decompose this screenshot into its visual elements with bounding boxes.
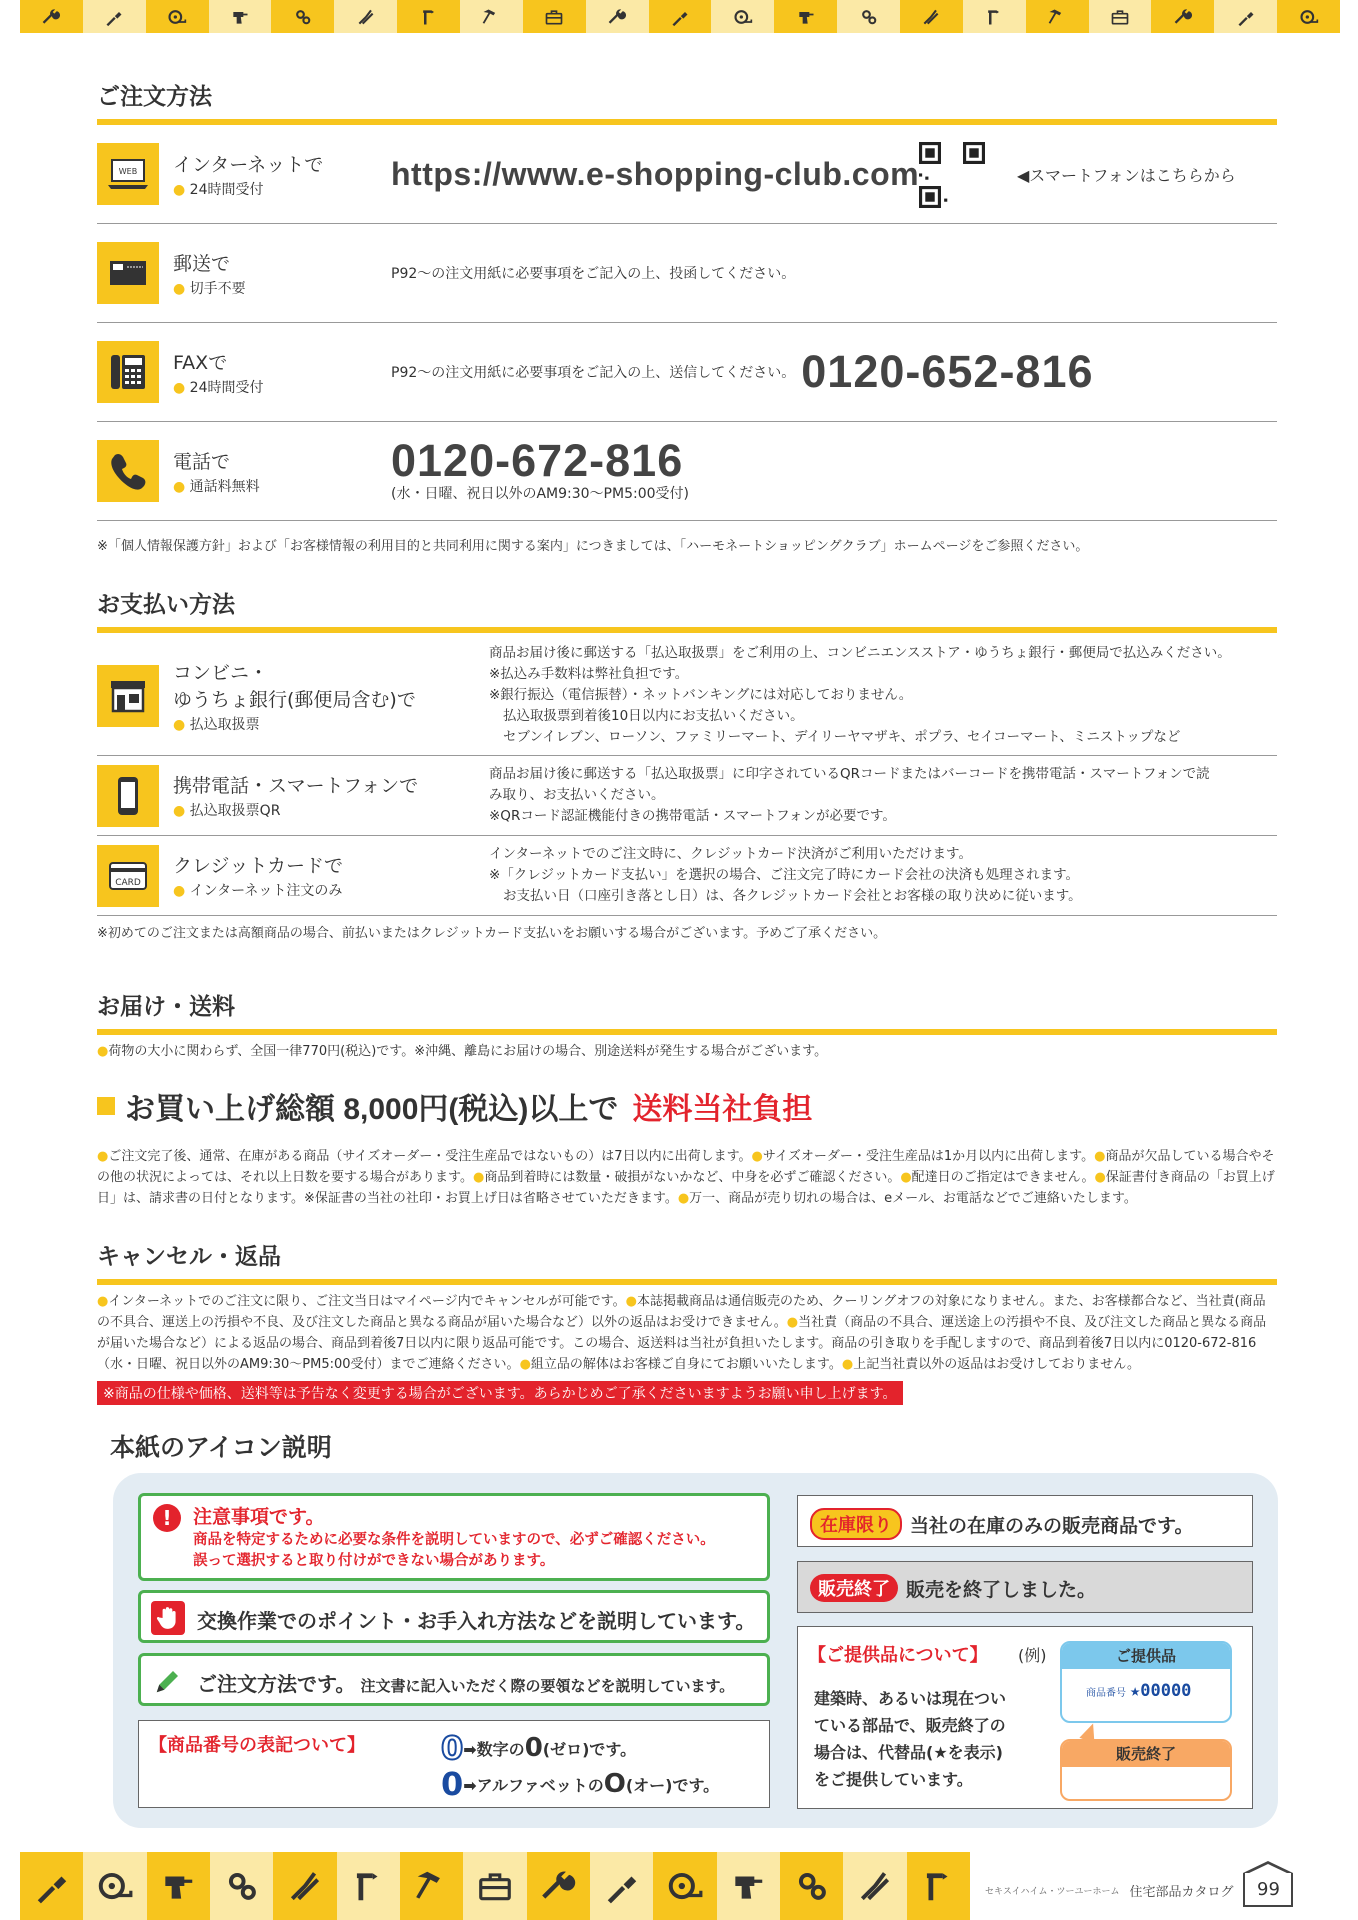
internet-label: インターネットで	[173, 153, 324, 176]
fax-sub: 24時間受付	[189, 379, 264, 396]
stock-limited-pill: 在庫限り	[810, 1508, 902, 1540]
strip-cell	[273, 1852, 336, 1920]
strip-cell	[780, 1852, 843, 1920]
gears-icon	[293, 7, 313, 27]
cancel-title: キャンセル・返品	[97, 1238, 1277, 1285]
discontinued-card	[1060, 1739, 1232, 1801]
payment-title: お支払い方法	[97, 586, 1277, 633]
strip-cell	[717, 1852, 780, 1920]
screwdriver-icon	[33, 1867, 71, 1905]
hex-key-icon	[419, 7, 439, 27]
zero-alpha-glyph: 0	[441, 1765, 464, 1803]
zero-digit-end: (ゼロ)です。	[542, 1739, 637, 1759]
delivery-detail: 万一、商品が売り切れの場合は、eメール、お電話などでご連絡いたします。	[689, 1191, 1137, 1206]
hand-icon	[151, 1601, 185, 1635]
card-line: お支払い日（口座引き落とし日）は、各クレジットカード会社とお客様の取り決めに従います。	[503, 888, 1082, 904]
card-line: ※「クレジットカード支払い」を選択の場合、ご注文完了時にカード会社の決済も処理されます。	[489, 867, 1079, 883]
convenience-sub: 払込取扱票	[189, 716, 260, 733]
gears-icon	[859, 7, 879, 27]
strip-cell	[83, 0, 146, 33]
footer	[985, 1870, 1340, 1910]
fax-icon	[97, 341, 159, 403]
strip-cell	[907, 1852, 970, 1920]
pliers-icon	[856, 1867, 894, 1905]
payment-convenience-row: コンビニ・ ゆうちょ銀行(郵便局含む)で ● 払込取扱票 商品お届け後に郵送する「払込取扱票」をご利用の上、コンビニエンスストア・ゆうちょ銀行・郵便局で払込みください。 ※払込み手数料は弊社負担です。 ※銀行振込（電信振替）・ネットバンキングには対応しておりません。 払込取扱票到着後10日以内にお支払いください。 セブンイレブン、ローソン、ファミリーマート、デイリーヤマザキ、ポプラ、セイコーマート、ミニストップなど	[97, 633, 1277, 756]
mobile-sub: 払込取扱票QR	[189, 803, 281, 819]
hammer-icon	[481, 7, 501, 27]
strip-cell	[774, 0, 837, 33]
strip-cell	[20, 0, 83, 33]
fax-label: FAXで	[173, 351, 228, 374]
strip-cell	[460, 0, 523, 33]
strip-cell	[1214, 0, 1277, 33]
substitute-text: 場合は、代替品(★を表示)	[814, 1743, 1003, 1762]
toolbox-icon	[1110, 7, 1130, 27]
zero-digit-big: 0	[524, 1733, 543, 1763]
tape-measure-icon	[96, 1867, 134, 1905]
strip-cell	[1026, 0, 1089, 33]
envelope-icon	[97, 242, 159, 304]
tape-measure-icon	[733, 7, 753, 27]
mail-text: P92～の注文用紙に必要事項をご記入の上、投函してください。	[391, 266, 796, 282]
strip-cell	[1151, 0, 1214, 33]
payment-mobile-row: 携帯電話・スマートフォンで ● 払込取扱票QR 商品お届け後に郵送する「払込取扱票」に印字されているQRコードまたはバーコードを携帯電話・スマートフォンで読 み取り、お支払いください。 ※QRコード認証機能付きの携帯電話・スマートフォンが必要です。	[97, 756, 1277, 836]
legend-panel	[113, 1473, 1278, 1828]
cancel-section: キャンセル・返品 ●インターネットでのご注文に限り、ご注文当日はマイページ内でキャンセルが可能です。●本誌掲載商品は通信販売のため、クーリングオフの対象になりません。また、お客様都合など、当社責(商品の不具合、運送上の汚損や不良、及び注文した商品と異なる商品が届いた場合など）以外の返品はお受けできません。●当社責（商品の不具合、運送途上の汚損や不良、及び注文した商品と異なる商品が届いた場合など）による返品の場合、商品到着後7日以内に限り返品可能です。この場合、返送料は当社が負担いたします。商品の引き取りを手配しますので、商品到着後7日以内に0120-672-816（水・日曜、祝日以外のAM9:30～PM5:00受付）までご連絡ください。●組立品の解体はお客様ご自身にてお願いいたします。●上記当社責以外の返品はお受けしておりません。 ※商品の仕様や価格、送料等は予告なく変更する場合がございます。あらかじめご了承くださいますようお願い申し上げます。	[97, 1238, 1277, 1405]
fax-number[interactable]: 0120-652-816	[801, 346, 1094, 397]
drill-icon	[159, 1867, 197, 1905]
strip-cell	[400, 1852, 463, 1920]
substitute-title: 【ご提供品について】	[808, 1645, 988, 1666]
footer-brand: セキスイハイム・ツーユーホーム	[985, 1886, 1120, 1897]
shop-url-link[interactable]: https://www.e-shopping-club.com	[391, 155, 920, 192]
order-internet-row: WEB インターネットで ● 24時間受付 https://www.e-shopping-club.com ◀スマートフォンはこちらから	[97, 125, 1277, 224]
strip-cell	[900, 0, 963, 33]
pliers-icon	[356, 7, 376, 27]
strip-cell	[527, 1852, 590, 1920]
toolbox-icon	[476, 1867, 514, 1905]
zero-digit-glyph: 0	[441, 1729, 464, 1767]
discontinued-pill: 販売終了	[810, 1574, 898, 1602]
strip-cell	[334, 0, 397, 33]
order-method-sub: 注文書に記入いただく際の要領などを説明しています。	[360, 1677, 735, 1695]
convenience-line: ※払込み手数料は弊社負担です。	[489, 666, 689, 682]
pliers-icon	[921, 7, 941, 27]
hex-key-icon	[349, 1867, 387, 1905]
mobile-line: み取り、お支払いください。	[489, 787, 665, 803]
free-shipping-main: お買い上げ総額 8,000円(税込)以上で	[125, 1093, 619, 1126]
free-shipping-banner	[97, 1084, 1277, 1128]
hex-key-icon	[919, 1867, 957, 1905]
hammer-icon	[413, 1867, 451, 1905]
convenience-line: セブンイレブン、ローソン、ファミリーマート、デイリーヤマザキ、ポプラ、セイコーマート、ミニストップなど	[503, 729, 1181, 745]
strip-cell	[843, 1852, 906, 1920]
strip-cell	[1089, 0, 1152, 33]
order-title: ご注文方法	[97, 78, 1277, 125]
product-number-title: 【商品番号の表記ついて】	[149, 1735, 365, 1756]
fax-text: P92～の注文用紙に必要事項をご記入の上、送信してください。	[391, 365, 796, 381]
convenience-line: 商品お届け後に郵送する「払込取扱票」をご利用の上、コンビニエンスストア・ゆうちょ銀行・郵便局で払込みください。	[489, 645, 1231, 661]
card-label: クレジットカードで	[173, 855, 343, 877]
free-shipping-red: 送料当社負担	[632, 1093, 813, 1126]
mobile-line: 商品お届け後に郵送する「払込取扱票」に印字されているQRコードまたはバーコードを携帯電話・スマートフォンで読	[489, 766, 1210, 782]
smartphone-note: ◀スマートフォンはこちらから	[1017, 166, 1236, 185]
card-icon-label: CARD	[115, 877, 141, 888]
mobile-line: ※QRコード認証機能付きの携帯電話・スマートフォンが必要です。	[489, 808, 896, 824]
card-sub: インターネット注文のみ	[189, 883, 343, 899]
zero-digit-text: ➡数字の	[463, 1739, 525, 1759]
legend-title: 本紙のアイコン説明	[110, 1434, 332, 1462]
payment-note: ※初めてのご注文または高額商品の場合、前払いまたはクレジットカード支払いをお願いする場合がございます。予めご了承ください。	[97, 926, 887, 941]
cancel-detail: 本誌掲載商品は通信販売のため、クーリングオフの対象になりません。また、お客様都合など、当社責(商品の不具合、運送上の汚損や不良、及び注文した商品と異なる商品が届いた場合など）以外の返品はお受けできません。	[97, 1294, 1266, 1330]
wrench-icon	[41, 7, 61, 27]
caution-box	[138, 1493, 770, 1581]
provided-item-card	[1060, 1641, 1232, 1723]
strip-cell	[590, 1852, 653, 1920]
zero-digit-line	[441, 1729, 636, 1767]
strip-cell	[523, 0, 586, 33]
tips-box	[138, 1590, 770, 1643]
web-label: WEB	[118, 167, 138, 176]
phone-hours: (水・日曜、祝日以外のAM9:30～PM5:00受付)	[391, 486, 689, 502]
footer-catalog: 住宅部品カタログ	[1129, 1884, 1234, 1900]
substitute-text: ている部品で、販売終了の	[814, 1716, 1006, 1735]
strip-cell	[271, 0, 334, 33]
strip-cell	[210, 1852, 273, 1920]
convenience-line: ※銀行振込（電信振替）・ネットバンキングには対応しておりません。	[489, 687, 913, 703]
substitute-example: (例)	[1018, 1646, 1047, 1665]
credit-card-icon	[97, 845, 159, 907]
order-method-box	[138, 1653, 770, 1706]
zero-alpha-text: ➡アルファベットの	[463, 1775, 604, 1795]
tips-text: 交換作業でのポイント・お手入れ方法などを説明しています。	[197, 1611, 756, 1633]
convenience-label-2: ゆうちょ銀行(郵便局含む)で	[173, 688, 416, 711]
payment-card-row: CARD クレジットカードで ● インターネット注文のみ インターネットでのご注文時に、クレジットカード決済がご利用いただけます。 ※「クレジットカード支払い」を選択の場合、ご注文完了時にカード会社の決済も処理されます。 お支払い日（口座引き落とし日）は、各クレジットカード会社とお客様の取り決めに従います。	[97, 836, 1277, 916]
gears-icon	[223, 1867, 261, 1905]
discontinued-text: 販売を終了しました。	[906, 1578, 1097, 1601]
strip-cell	[146, 0, 209, 33]
cancel-detail: 上記当社責以外の返品はお受けしておりません。	[853, 1357, 1140, 1372]
tape-measure-icon	[1299, 7, 1319, 27]
delivery-detail: 配達日のご指定はできません。	[911, 1170, 1095, 1185]
top-tool-strip	[20, 0, 1340, 33]
qr-code-icon[interactable]	[919, 142, 985, 208]
substitute-box	[797, 1626, 1253, 1809]
screwdriver-icon	[670, 7, 690, 27]
provided-item-number: ★00000	[1130, 1681, 1192, 1701]
payment-section	[97, 586, 1277, 941]
pencil-icon	[151, 1664, 185, 1698]
strip-cell	[397, 0, 460, 33]
tape-measure-icon	[167, 7, 187, 27]
page-number: 99	[1243, 1873, 1293, 1907]
order-method-text: ご注文方法です。	[197, 1674, 356, 1696]
privacy-note: ※「個人情報保護方針」および「お客様情報の利用目的と共同利用に関する案内」につきましては、「ハーモネートショッピングクラブ」ホームページをご参照ください。	[97, 539, 1089, 554]
delivery-detail: サイズオーダー・受注生産品は1か月以内に出荷します。	[762, 1149, 1095, 1164]
toolbox-icon	[544, 7, 564, 27]
mail-label: 郵送で	[173, 252, 231, 275]
strip-cell	[337, 1852, 400, 1920]
delivery-flat-rate: 荷物の大小に関わらず、全国一律770円(税込)です。※沖縄、離島にお届けの場合、別途送料が発生する場合がございます。	[108, 1044, 828, 1059]
screwdriver-icon	[1236, 7, 1256, 27]
strip-cell	[83, 1852, 146, 1920]
strip-cell	[463, 1852, 526, 1920]
cancel-detail: 組立品の解体はお客様ご自身にてお願いいたします。	[530, 1357, 842, 1372]
zero-alpha-line	[441, 1765, 719, 1803]
hammer-icon	[1047, 7, 1067, 27]
phone-icon	[97, 440, 159, 502]
provided-item-header: ご提供品	[1062, 1643, 1230, 1669]
provided-item-label: 商品番号	[1086, 1687, 1126, 1699]
delivery-detail: ご注文完了後、通常、在庫がある商品（サイズオーダー・受注生産品ではないもの）は7日以内に出荷します。	[108, 1149, 752, 1164]
card-line: インターネットでのご注文時に、クレジットカード決済がご利用いただけます。	[489, 846, 972, 862]
bottom-tool-strip	[20, 1852, 970, 1920]
strip-cell	[963, 0, 1026, 33]
phone-sub: 通話料無料	[189, 478, 260, 495]
zero-alpha-end: (オー)です。	[625, 1775, 720, 1795]
gears-icon	[793, 1867, 831, 1905]
pliers-icon	[286, 1867, 324, 1905]
order-mail-row: 郵送で ● 切手不要 P92～の注文用紙に必要事項をご記入の上、投函してください。	[97, 224, 1277, 323]
mobile-label: 携帯電話・スマートフォンで	[173, 775, 419, 797]
strip-cell	[147, 1852, 210, 1920]
drill-icon	[230, 7, 250, 27]
smartphone-icon	[97, 765, 159, 827]
price-change-warning: ※商品の仕様や価格、送料等は予告なく変更する場合がございます。あらかじめご了承くださいますようお願い申し上げます。	[97, 1381, 903, 1405]
caution-text: 誤って選択すると取り付けができない場合があります。	[193, 1553, 555, 1569]
phone-number[interactable]: 0120-672-816	[391, 435, 684, 486]
hex-key-icon	[984, 7, 1004, 27]
product-number-box	[138, 1720, 770, 1808]
wrench-icon	[539, 1867, 577, 1905]
strip-cell	[1277, 0, 1340, 33]
order-section	[97, 78, 1277, 554]
strip-cell	[586, 0, 649, 33]
order-fax-row: FAXで ● 24時間受付 P92～の注文用紙に必要事項をご記入の上、送信してください。 0120-652-816	[97, 323, 1277, 422]
strip-cell	[653, 1852, 716, 1920]
zero-alpha-big: O	[603, 1769, 626, 1799]
laptop-icon	[97, 143, 159, 205]
delivery-detail: 商品が欠品している場合やその他の状況によっては、それ以上日数を要する場合があります。	[97, 1149, 1275, 1185]
screwdriver-icon	[104, 7, 124, 27]
exclamation-icon: !	[153, 1504, 181, 1532]
strip-cell	[711, 0, 774, 33]
delivery-title: お届け・送料	[97, 988, 1277, 1035]
store-icon	[97, 665, 159, 727]
tape-measure-icon	[666, 1867, 704, 1905]
convenience-label-1: コンビニ・	[173, 661, 269, 684]
caution-text: 商品を特定するために必要な条件を説明していますので、必ずご確認ください。	[193, 1532, 715, 1548]
delivery-detail: 保証書付き商品の「お買上げ日」は、請求書の日付となります。※保証書の当社の社印・お買上げ日は省略させていただきます。	[97, 1170, 1275, 1206]
strip-cell	[209, 0, 272, 33]
screwdriver-icon	[603, 1867, 641, 1905]
wrench-icon	[1173, 7, 1193, 27]
drill-icon	[796, 7, 816, 27]
substitute-text: 建築時、あるいは現在つい	[814, 1689, 1007, 1708]
substitute-text: をご提供しています。	[814, 1770, 973, 1789]
cancel-detail: 当社責（商品の不具合、運送途上の汚損や不良、及び注文した商品と異なる商品が届いた場合など）による返品の場合、商品到着後7日以内に限り返品可能です。この場合、返送料は当社が負担いたします。商品の引き取りを手配しますので、商品到着後7日以内に0120-672-816（水・日曜、祝日以外のAM9:30～PM5:00受付）までご連絡ください。	[97, 1315, 1267, 1372]
internet-sub: 24時間受付	[189, 181, 264, 198]
discontinued-box	[797, 1561, 1253, 1613]
strip-cell	[20, 1852, 83, 1920]
phone-label: 電話で	[173, 450, 231, 473]
wrench-icon	[607, 7, 627, 27]
strip-cell	[837, 0, 900, 33]
convenience-line: 払込取扱票到着後10日以内にお支払いください。	[503, 708, 804, 724]
discontinued-card-header: 販売終了	[1062, 1741, 1230, 1767]
mail-sub: 切手不要	[189, 280, 246, 297]
strip-cell	[649, 0, 712, 33]
drill-icon	[729, 1867, 767, 1905]
delivery-section: お届け・送料 ●荷物の大小に関わらず、全国一律770円(税込)です。※沖縄、離島にお届けの場合、別途送料が発生する場合がございます。 お買い上げ総額 8,000円(税込)以上で 送料当社負担 ●ご注文完了後、通常、在庫がある商品（サイズオーダー・受注生産品ではないもの）は7日以内に出荷します。●サイズオーダー・受注生産品は1か月以内に出荷します。●商品が欠品している場合やその他の状況によっては、それ以上日数を要する場合があります。●商品到着時には数量・破損がないかなど、中身を必ずご確認ください。●配達日のご指定はできません。●保証書付き商品の「お買上げ日」は、請求書の日付となります。※保証書の当社の社印・お買上げ日は省略させていただきます。●万一、商品が売り切れの場合は、eメール、お電話などでご連絡いたします。	[97, 988, 1277, 1209]
caution-title: 注意事項です。	[193, 1507, 325, 1528]
order-phone-row: 電話で ● 通話料無料 0120-672-816 (水・日曜、祝日以外のAM9:30～PM5:00受付)	[97, 422, 1277, 521]
delivery-detail: 商品到着時には数量・破損がないかなど、中身を必ずご確認ください。	[484, 1170, 901, 1185]
stock-limited-text: 当社の在庫のみの販売商品です。	[910, 1514, 1194, 1537]
stock-limited-box	[797, 1495, 1253, 1547]
cancel-detail: インターネットでのご注文に限り、ご注文当日はマイページ内でキャンセルが可能です。	[108, 1294, 626, 1309]
